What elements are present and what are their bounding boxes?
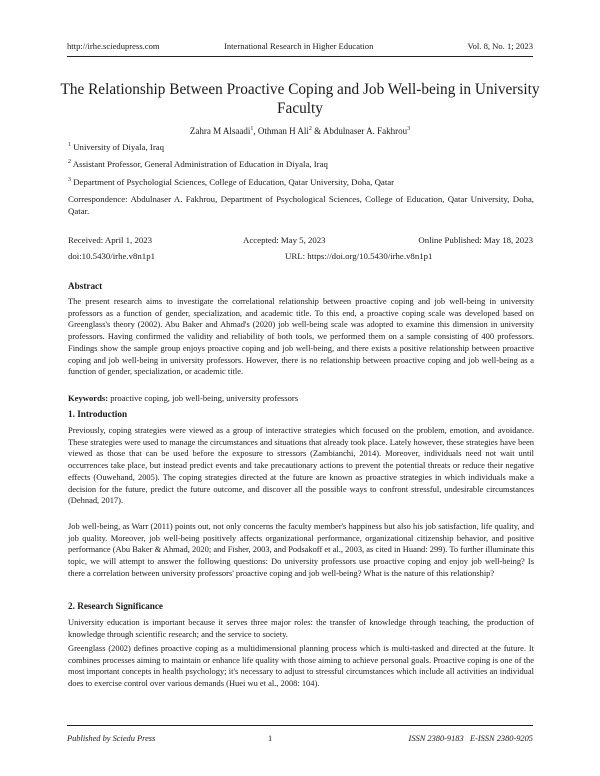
header-journal-name: International Research in Higher Education <box>224 41 374 51</box>
significance-paragraph-2: Greenglass (2002) defines proactive coping as a multidimensional planning process which is multi-tasked and directed at the future. It combines processes aiming to maintain or enhance life quality with those aiming to achieve personal goals. Proactive coping is one of the most important concepts in health psychology; it's necessary to adjust to stressful circumstances which include all activities an individual does to exercise control over various demands (Huei wu et al., 2008: 104). <box>68 643 534 689</box>
header-volume: Vol. 8, No. 1; 2023 <box>467 41 533 51</box>
affiliation-1-sup: 1 <box>68 142 71 149</box>
abstract-heading: Abstract <box>68 281 103 291</box>
abstract-text: The present research aims to investigate the correlational relationship between proactive coping and job well-being in university professors as a function of gender, specialization, and academic title. To this end, a proactive coping scale was developed based on Greenglass's theory (2002). Abu Baker and Ahmad's (2020) job well-being scale was adopted to examine this dimension in university professors. Having confirmed the validity and reliability of both tools, we performed them on a sample consisting of 400 professors. Findings show the sample group enjoys proactive coping and job well-being, and there exists a positive relationship between proactive coping and job well-being in university professors. However, there is no relationship between proactive coping and job well-being as a function of gender, specialization, or academic title. <box>68 296 534 377</box>
keywords-label: Keywords: <box>68 393 109 403</box>
received-date: Received: April 1, 2023 <box>68 235 153 245</box>
author-3: & Abdulnaser A. Fakhrou <box>311 126 408 136</box>
affiliation-1 <box>68 141 534 153</box>
affiliation-2-text: Assistant Professor, General Administration of Education in Diyala, Iraq <box>71 159 328 169</box>
intro-heading: 1. Introduction <box>68 409 128 419</box>
affiliation-2-sup: 2 <box>68 159 71 166</box>
author-1-sup: 1 <box>250 126 254 132</box>
significance-paragraph-1: University education is important because it serves three major roles: the transfer of knowledge through teaching, the production of knowledge through scientific research; and the service to society. <box>68 617 534 639</box>
affiliation-1-text: University of Diyala, Iraq <box>71 142 165 152</box>
footer-publisher: Published by Sciedu Press <box>67 734 156 743</box>
accepted-date: Accepted: May 5, 2023 <box>243 235 326 245</box>
header-rule <box>67 56 533 57</box>
affiliation-3-sup: 3 <box>68 177 71 184</box>
header-url[interactable]: http://irhe.sciedupress.com <box>67 41 160 51</box>
author-line <box>60 126 540 136</box>
published-date: Online Published: May 18, 2023 <box>418 235 533 245</box>
doi-url[interactable]: URL: https://doi.org/10.5430/irhe.v8n1p1 <box>285 251 433 261</box>
affiliation-3-text: Department of Psychologial Sciences, College of Education, Qatar University, Doha, Qatar <box>71 177 395 187</box>
keywords-text: proactive coping, job well-being, university professors <box>108 393 299 403</box>
intro-paragraph-1: Previously, coping strategies were viewed as a group of interactive strategies which focused on the problem, emotion, and avoidance. These strategies were used to manage the circumstances and situations that already took place. Lately however, these strategies have been viewed as those that can be used before the exposure to stressors (Zambianchi, 2014). Moreover, individuals need not wait until occurrences take place, but instead predict events and take precautionary actions to prevent the potential threats or reduce their negative effects (Ouwehand, 2005). The coping strategies directed at the future are known as proactive strategies in which individuals make a decision for the future, predict the future outcome, and discover all the possible ways to confront stressful, undesirable circumstances (Dehnad, 2017). <box>68 425 534 506</box>
footer-page-number: 1 <box>268 734 273 743</box>
doi[interactable]: doi:10.5430/irhe.v8n1p1 <box>68 251 155 261</box>
keywords <box>68 393 534 403</box>
author-2-sup: 2 <box>308 126 312 132</box>
intro-paragraph-2: Job well-being, as Warr (2011) points out, not only concerns the faculty member's happiness but also his job satisfaction, life quality, and job quality. Moreover, job well-being positively affects organizational performance, organizational citizenship behavior, and positive performance (Abu Baker & Ahmad, 2020; and Fisher, 2003, and Podsakoff et al., 2003, as cited in Huand: 299). To further illuminate this topic, we will attempt to answer the following questions: Do university professors use proactive coping and enjoy job well-being? Is there a correlation between university professors' proactive coping and job well-being? What is the nature of this relationship? <box>68 521 534 578</box>
significance-heading: 2. Research Significance <box>68 601 164 611</box>
paper-title: The Relationship Between Proactive Coping and Job Well-being in University Faculty <box>60 81 540 117</box>
footer-issn: ISSN 2380-9183 E-ISSN 2380-9205 <box>408 734 533 743</box>
affiliation-2 <box>68 158 534 170</box>
footer-rule <box>67 725 533 726</box>
author-2: , Othman H Ali <box>253 126 309 136</box>
author-3-sup: 3 <box>407 126 411 132</box>
affiliation-3 <box>68 176 534 188</box>
author-1: Zahra M Alsaadi <box>189 126 251 136</box>
correspondence: Correspondence: Abdulnaser A. Fakhrou, Department of Psychological Sciences, College of Education, Qatar University, Doha, Qatar. <box>68 194 534 216</box>
